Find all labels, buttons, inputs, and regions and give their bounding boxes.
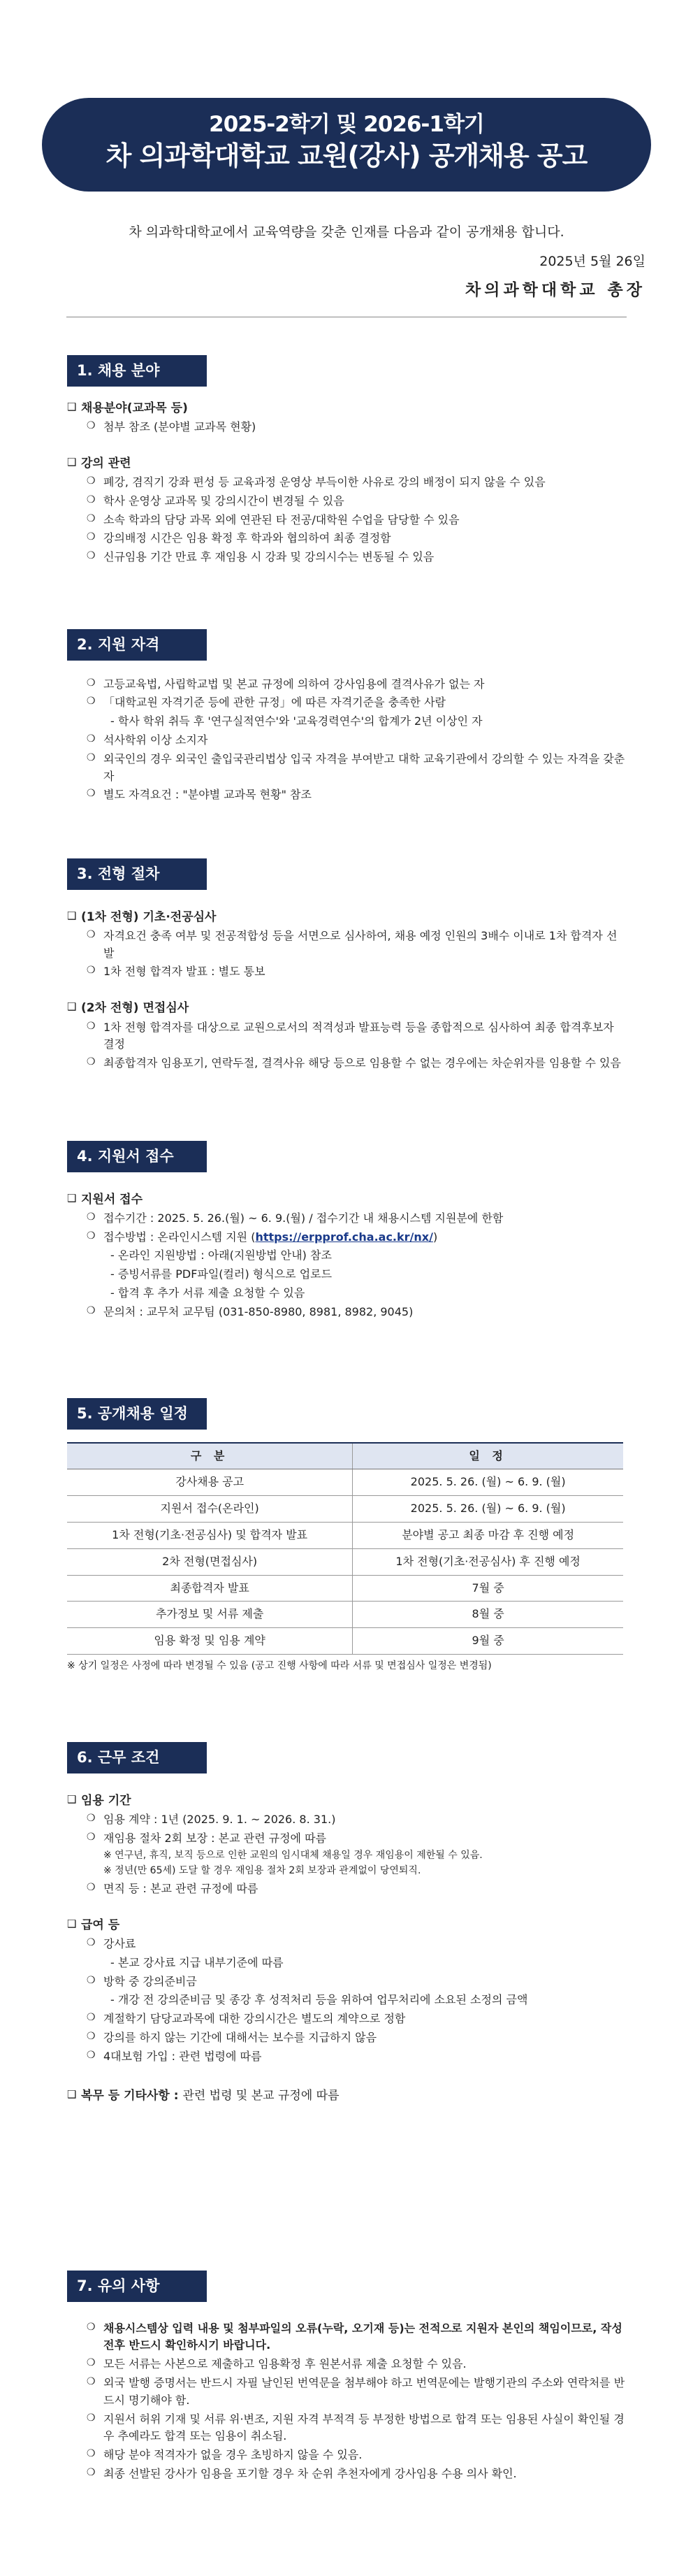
table-cell: 최종합격자 발표 — [67, 1575, 353, 1602]
list-item: ❍ 재임용 절차 2회 보장 : 본교 관련 규정에 따름 — [67, 1830, 626, 1848]
list-item: ❍ 학사 운영상 교과목 및 강의시간이 변경될 수 있음 — [67, 493, 626, 510]
section-title: 1. 채용 분야 — [67, 355, 207, 387]
table-row — [67, 1548, 623, 1575]
application-method — [67, 1229, 626, 1246]
list-item: ❍ 최종합격자 임용포기, 연락두절, 결격사유 해당 등으로 임용할 수 없는 경우에는 차순위자를 임용할 수 있음 — [67, 1055, 626, 1072]
table-cell: 추가정보 및 서류 제출 — [67, 1602, 353, 1628]
table-row — [67, 1496, 623, 1523]
list-item-important: ❍ 채용시스템상 입력 내용 및 첨부파일의 오류(누락, 오기재 등)는 전적으로 지원자 본인의 책임이므로, 작성 전후 반드시 확인하시기 바랍니다. — [67, 2320, 626, 2355]
title-line-1: 2025-2학기 및 2026-1학기 — [209, 112, 484, 137]
section-title: 6. 근무 조건 — [67, 1742, 207, 1773]
subsection-title: ❑ 지원서 접수 — [67, 1190, 626, 1209]
list-item: ❍ 계절학기 담당교과목에 대한 강의시간은 별도의 계약으로 정함 — [67, 2010, 626, 2028]
list-item: ❍ 4대보험 가입 : 관련 법령에 따름 — [67, 2048, 626, 2066]
section-title: 2. 지원 자격 — [67, 629, 207, 661]
list-item: ❍ 강의를 하지 않는 기간에 대해서는 보수를 지급하지 않음 — [67, 2029, 626, 2047]
list-subitem: - 온라인 지원방법 : 아래(지원방법 안내) 참조 — [110, 1249, 332, 1262]
section-application — [67, 1141, 626, 1323]
section-recruit-field — [67, 355, 626, 568]
note-text: ※ 연구년, 휴직, 보직 등으로 인한 교원의 임시대체 채용일 경우 재임용이 제한될 수 있음. — [103, 1850, 483, 1862]
subsection-label: 복무 등 기타사항 : — [81, 2088, 179, 2103]
section-title: 5. 공개채용 일정 — [67, 1398, 207, 1430]
section-work-conditions — [67, 1742, 626, 2105]
subsection — [67, 999, 626, 1072]
application-period: ❍ 접수기간 : 2025. 5. 26.(월) ~ 6. 9.(월) / 접수기간 내 채용시스템 지원분에 한함 — [67, 1210, 626, 1228]
table-cell: 2차 전형(면접심사) — [67, 1548, 353, 1575]
table-cell: 9월 중 — [353, 1628, 623, 1655]
application-system-link[interactable]: https://erpprof.cha.ac.kr/nx/ — [255, 1230, 433, 1244]
subsection-title: ❑ 임용 기간 — [67, 1792, 626, 1810]
section-title: 7. 유의 사항 — [67, 2271, 207, 2302]
subsection — [67, 454, 626, 566]
list-subitem: - 합격 후 추가 서류 제출 요청할 수 있음 — [110, 1286, 305, 1300]
section-title: 4. 지원서 접수 — [67, 1141, 207, 1172]
subsection-title — [67, 2087, 626, 2105]
subsection — [67, 1190, 626, 1321]
list-item: ❍ 1차 전형 합격자 발표 : 별도 통보 — [67, 963, 626, 981]
signature: 차의과학대학교 총장 — [465, 281, 645, 299]
title-banner — [42, 98, 651, 192]
column-header: 구 분 — [67, 1443, 353, 1469]
contact-info: ❍ 문의처 : 교무처 교무팀 (031-850-8980, 8981, 8982, 9045) — [67, 1304, 626, 1321]
note-text: ※ 정년(만 65세) 도달 할 경우 재임용 절차 2회 보장과 관계없이 당연퇴직. — [103, 1865, 421, 1877]
table-cell: 1차 전형(기초·전공심사) 및 합격자 발표 — [67, 1522, 353, 1548]
section-eligibility — [67, 629, 626, 805]
table-header-row — [67, 1443, 623, 1469]
section-schedule — [67, 1398, 626, 1674]
subsection-title: ❑ 채용분야(교과목 등) — [67, 399, 626, 417]
list-item: ❍ 고등교육법, 사립학교법 및 본교 규정에 의하여 강사임용에 결격사유가 없는 자 — [67, 676, 626, 693]
list-item: ❍ 면직 등 : 본교 관련 규정에 따름 — [67, 1880, 626, 1898]
table-cell: 2025. 5. 26. (월) ~ 6. 9. (월) — [353, 1469, 623, 1496]
list-subitem: - 학사 학위 취득 후 '연구실적연수'와 '교육경력연수'의 합계가 2년 이상인 자 — [110, 714, 483, 728]
table-cell: 지원서 접수(온라인) — [67, 1496, 353, 1523]
method-suffix: ) — [432, 1230, 438, 1244]
list-item: ❍ 폐강, 겸직기 강좌 편성 등 교육과정 운영상 부득이한 사유로 강의 배정이 되지 않을 수 있음 — [67, 474, 626, 491]
subsection — [67, 399, 626, 436]
list-item: ❍ 신규임용 기간 만료 후 재임용 시 강좌 및 강의시수는 변동될 수 있음 — [67, 549, 626, 566]
table-row — [67, 1575, 623, 1602]
list-item: ❍ 임용 계약 : 1년 (2025. 9. 1. ~ 2026. 8. 31.) — [67, 1811, 626, 1829]
list-subitem: - 증빙서류를 PDF파일(컬러) 형식으로 업로드 — [110, 1267, 333, 1281]
list-item: ❍ 별도 자격요건 : "분야별 교과목 현황" 참조 — [67, 786, 626, 804]
list-item: ❍ 「대학교원 자격기준 등에 관한 규정」에 따른 자격기준을 충족한 사람 — [67, 694, 626, 712]
list-item: ❍ 강사료 — [67, 1936, 626, 1953]
title-line-2: 차 의과학대학교 교원(강사) 공개채용 공고 — [105, 141, 588, 172]
table-cell: 임용 확정 및 임용 계약 — [67, 1628, 353, 1655]
list-item: ❍ 외국 발행 증명서는 반드시 자필 날인된 번역문을 첨부해야 하고 번역문에는 발행기관의 주소와 연락처를 반드시 명기해야 함. — [67, 2375, 626, 2410]
list-item: ❍ 해당 분야 적격자가 없을 경우 초빙하지 않을 수 있음. — [67, 2447, 626, 2464]
list-item: ❍ 최종 선발된 강사가 임용을 포기할 경우 차 순위 추천자에게 강사임용 수용 의사 확인. — [67, 2466, 626, 2483]
column-header: 일 정 — [353, 1443, 623, 1469]
subsection-value: 관련 법령 및 본교 규정에 따름 — [182, 2088, 340, 2103]
subsection-title: ❑ 급여 등 — [67, 1916, 626, 1934]
schedule-table — [67, 1442, 623, 1655]
subsection — [67, 1792, 626, 1898]
subsection — [67, 908, 626, 981]
list-subitem: - 본교 강사료 지급 내부기준에 따름 — [110, 1955, 284, 1969]
subsection-title: ❑ (1차 전형) 기초·전공심사 — [67, 908, 626, 926]
table-cell: 분야별 공고 최종 마감 후 진행 예정 — [353, 1522, 623, 1548]
list-item: ❍ 강의배정 시간은 임용 확정 후 학과와 협의하여 최종 결정함 — [67, 530, 626, 547]
table-row — [67, 1602, 623, 1628]
table-cell: 2025. 5. 26. (월) ~ 6. 9. (월) — [353, 1496, 623, 1523]
table-cell: 7월 중 — [353, 1575, 623, 1602]
list-item: ❍ 석사학위 이상 소지자 — [67, 732, 626, 749]
list-item: ❍ 방학 중 강의준비금 — [67, 1973, 626, 1991]
subsection — [67, 2087, 626, 2105]
table-cell: 강사채용 공고 — [67, 1469, 353, 1496]
intro-text: 차 의과학대학교에서 교육역량을 갖춘 인재를 다음과 같이 공개채용 합니다. — [129, 224, 564, 240]
subsection — [67, 1916, 626, 2066]
table-row — [67, 1628, 623, 1655]
list-item: ❍ 소속 학과의 담당 과목 외에 연관된 타 전공/대학원 수업을 담당할 수 있음 — [67, 512, 626, 529]
list-item: ❍ 지원서 허위 기재 및 서류 위·변조, 지원 자격 부적격 등 부정한 방법으로 합격 또는 임용된 사실이 확인될 경우 추예라도 합격 또는 임용이 취소됨. — [67, 2411, 626, 2446]
method-prefix: 접수방법 : 온라인시스템 지원 ( — [103, 1230, 256, 1244]
list-item: ❍ 1차 전형 합격자를 대상으로 교원으로서의 적격성과 발표능력 등을 종합적으로 심사하여 최종 합격후보자 결정 — [67, 1019, 626, 1054]
subsection-title: ❑ 강의 관련 — [67, 454, 626, 473]
table-row — [67, 1522, 623, 1548]
table-row — [67, 1469, 623, 1496]
list-item: ❍ 모든 서류는 사본으로 제출하고 임용확정 후 원본서류 제출 요청할 수 있음. — [67, 2356, 626, 2373]
table-cell: 8월 중 — [353, 1602, 623, 1628]
list-item: ❍ 외국인의 경우 외국인 출입국관리법상 입국 자격을 부여받고 대학 교육기관에서 강의할 수 있는 자격을 갖춘 자 — [67, 751, 626, 786]
table-cell: 1차 전형(기초·전공심사) 후 진행 예정 — [353, 1548, 623, 1575]
schedule-note: ※ 상기 일정은 사정에 따라 변경될 수 있음 (공고 진행 사항에 따라 서류 및 면접심사 일정은 변경됨) — [67, 1660, 492, 1671]
section-title: 3. 전형 절차 — [67, 858, 207, 890]
list-item: ❍ 첨부 참조 (분야별 교과목 현황) — [67, 419, 626, 436]
section-selection-process — [67, 858, 626, 1074]
list-item: ❍ 자격요건 충족 여부 및 전공적합성 등을 서면으로 심사하여, 채용 예정 인원의 3배수 이내로 1차 합격자 선발 — [67, 928, 626, 963]
subsection-title: ❑ (2차 전형) 면접심사 — [67, 999, 626, 1017]
section-notices — [67, 2271, 626, 2484]
announce-date: 2025년 5월 26일 — [539, 254, 645, 269]
list-subitem: - 개강 전 강의준비금 및 종강 후 성적처리 등을 위하여 업무처리에 소요된 소정의 금액 — [110, 1993, 528, 2007]
